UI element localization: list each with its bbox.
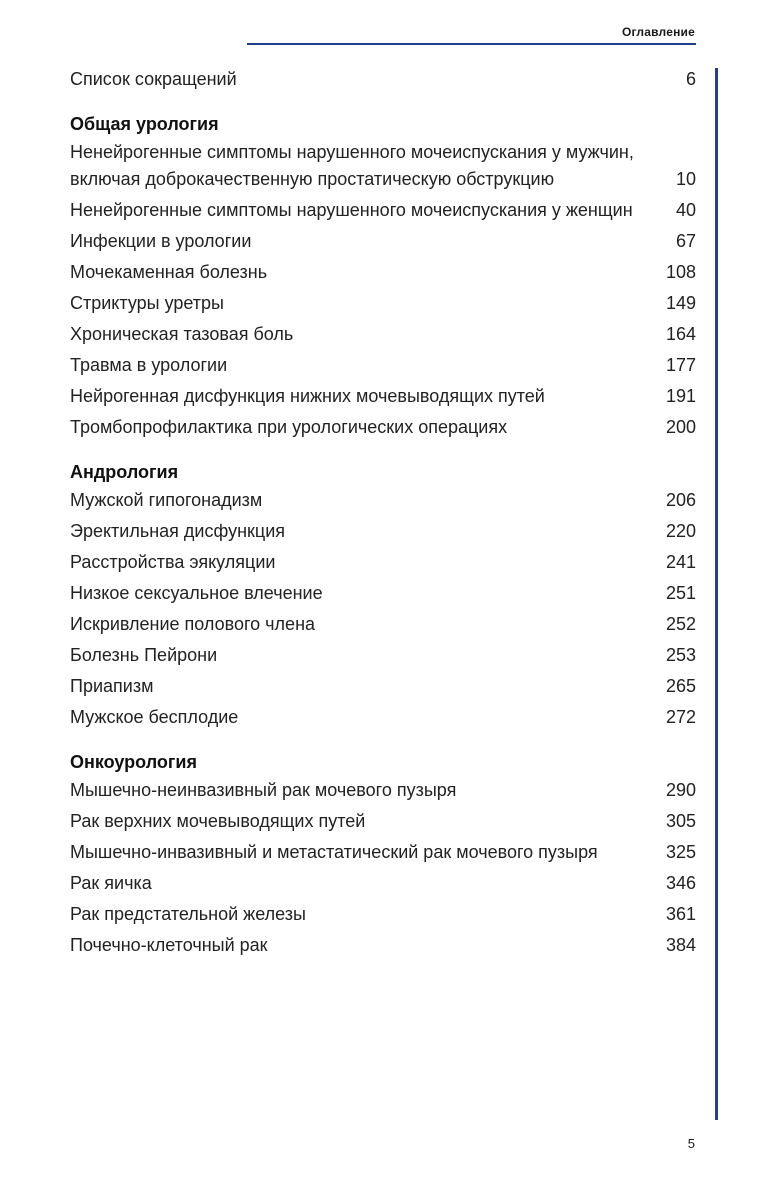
toc-entry[interactable] [70,64,696,95]
section-heading: Андрология [70,462,179,482]
toc-entry[interactable] [70,137,696,195]
toc-entry[interactable] [70,578,696,609]
toc-entry[interactable] [70,516,696,547]
toc-entry[interactable] [70,319,696,350]
toc-entry-page: 346 [665,873,696,893]
toc-entry-title: Рак яичка [70,873,152,893]
toc-entry[interactable] [70,671,696,702]
toc-entry[interactable] [70,288,696,319]
toc-entry-page: 149 [665,293,696,313]
toc-entry[interactable] [70,806,696,837]
toc-entry[interactable] [70,609,696,640]
toc-section [70,64,696,95]
toc-entry-page: 325 [665,842,696,862]
toc-entry-page: 305 [665,811,696,831]
toc-entry-title: Список сокращений [70,69,237,89]
toc-entry-page: 290 [665,780,696,800]
toc-entry-page: 241 [665,552,696,572]
toc-entry[interactable] [70,257,696,288]
toc-entry[interactable] [70,412,696,443]
toc-entry-title: Эректильная дисфункция [70,521,286,541]
toc-entry[interactable] [70,775,696,806]
toc-entry-page: 265 [665,676,696,696]
toc-section [70,459,696,733]
toc-entry-title: Травма в урологии [70,355,228,375]
toc-entry-title: Инфекции в урологии [70,231,252,251]
section-heading: Общая урология [70,114,219,134]
page-number: 5 [687,1136,695,1151]
toc-section [70,749,696,961]
toc-entry[interactable] [70,381,696,412]
toc-entry-title: Приапизм [70,676,154,696]
toc-entry-page: 206 [665,490,696,510]
toc-entry[interactable] [70,195,696,226]
toc-entry[interactable] [70,640,696,671]
toc-entry-title: Нейрогенная дисфункция нижних мочевыводящих путей [70,386,545,406]
toc-entry-title: Рак предстательной железы [70,904,306,924]
toc-entry-page: 200 [665,417,696,437]
toc-entry-title: Искривление полового члена [70,614,316,634]
toc-entry[interactable] [70,930,696,961]
toc-entry-page: 361 [665,904,696,924]
toc-entry-title: Ненейрогенные симптомы нарушенного мочеиспускания у мужчин, включая доброкачественную простатическую обструкцию [70,142,634,189]
toc-entry[interactable] [70,485,696,516]
toc-entry-title: Мышечно-инвазивный и метастатический рак мочевого пузыря [70,842,598,862]
toc-entry-title: Болезнь Пейрони [70,645,218,665]
toc-entry[interactable] [70,547,696,578]
toc-entry[interactable] [70,837,696,868]
toc-entry-title: Рак верхних мочевыводящих путей [70,811,366,831]
toc-entry[interactable] [70,868,696,899]
toc-entry-page: 251 [665,583,696,603]
side-rule [715,68,718,1120]
toc-entry-page: 220 [665,521,696,541]
toc-entry-title: Почечно-клеточный рак [70,935,268,955]
toc-entry-page: 108 [665,262,696,282]
toc-entry-page: 191 [665,386,696,406]
toc-entry-page: 40 [675,200,696,220]
toc-entry-page: 67 [675,231,696,251]
toc-entry-title: Расстройства эякуляции [70,552,276,572]
toc-section [70,111,696,443]
section-heading: Онкоурология [70,752,197,772]
toc-entry-title: Мужской гипогонадизм [70,490,263,510]
running-head: Оглавление [622,25,695,39]
toc-entry-page: 164 [665,324,696,344]
table-of-contents [70,64,696,961]
toc-entry-title: Ненейрогенные симптомы нарушенного мочеиспускания у женщин [70,200,633,220]
toc-entry-title: Мочекаменная болезнь [70,262,268,282]
toc-entry-page: 252 [665,614,696,634]
toc-entry-page: 10 [675,169,696,189]
toc-entry-page: 272 [665,707,696,727]
toc-entry[interactable] [70,226,696,257]
toc-entry-title: Мышечно-неинвазивный рак мочевого пузыря [70,780,457,800]
toc-entry-title: Стриктуры уретры [70,293,224,313]
toc-entry[interactable] [70,350,696,381]
toc-entry[interactable] [70,899,696,930]
toc-entry-page: 384 [665,935,696,955]
toc-entry-page: 177 [665,355,696,375]
toc-entry[interactable] [70,702,696,733]
toc-entry-page: 253 [665,645,696,665]
header-rule [247,43,696,45]
toc-entry-page: 6 [685,69,696,89]
toc-entry-title: Тромбопрофилактика при урологических операциях [70,417,508,437]
toc-entry-title: Мужское бесплодие [70,707,239,727]
toc-entry-title: Низкое сексуальное влечение [70,583,323,603]
toc-entry-title: Хроническая тазовая боль [70,324,294,344]
